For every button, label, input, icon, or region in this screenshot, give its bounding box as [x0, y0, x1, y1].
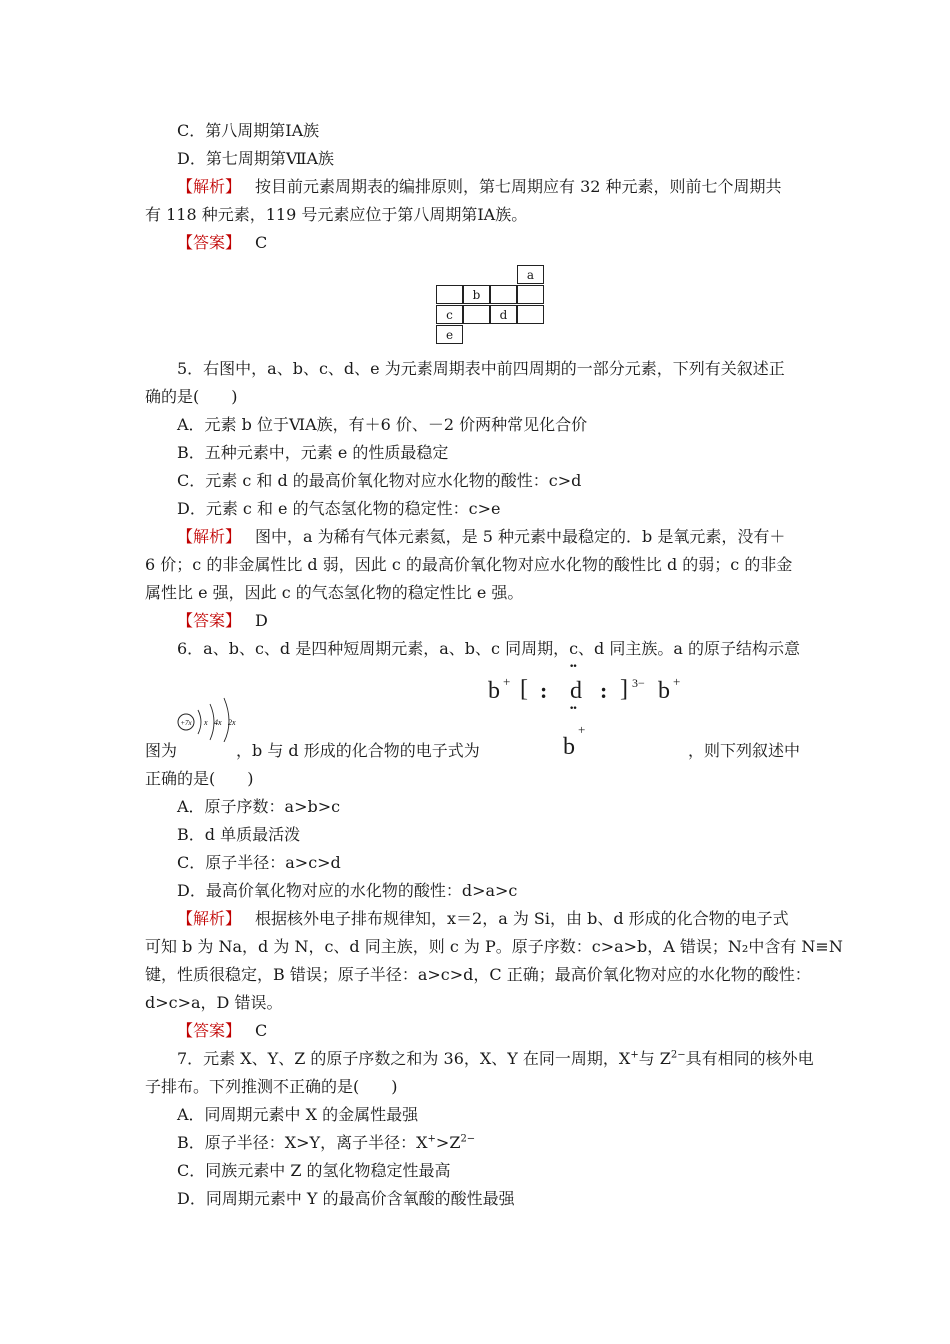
answer-tag: 【答案】	[177, 1021, 242, 1040]
stem-text: 具有相同的核外电	[685, 1049, 814, 1068]
q6-option-a: A．原子序数：a>b>c	[177, 797, 341, 816]
q6-option-d: D．最高价氧化物对应的水化物的酸性：d>a>c	[177, 881, 518, 900]
cation-charge-left: +	[503, 674, 511, 689]
cation-b-right: b	[658, 678, 670, 704]
q4-answer-line	[177, 232, 267, 254]
q5-option-c: C．元素 c 和 d 的最高价氧化物对应水化物的酸性：c>d	[177, 471, 582, 490]
bracket-left: [	[520, 676, 528, 702]
q4-option-c: C．第八周期第ⅠA族	[177, 121, 320, 140]
q6-stem-line-2c: ，则下列叙述中	[688, 741, 801, 760]
table-cell-c: c	[436, 305, 463, 324]
stem-text: 7．元素 X、Y、Z 的原子序数之和为 36，X、Y 在同一周期，X	[177, 1049, 631, 1068]
q5-stem-line-1: 5．右图中，a、b、c、d、e 为元素周期表中前四周期的一部分元素，下列有关叙述正	[177, 359, 785, 378]
answer-tag: 【答案】	[177, 611, 242, 630]
q5-option-b: B．五种元素中，元素 e 的性质最稳定	[177, 443, 449, 462]
answer-value: C	[255, 233, 268, 252]
shell-1-count: x	[204, 718, 208, 727]
option-text: >Z	[435, 1133, 461, 1152]
q5-analysis-line-2: 6 价；c 的非金属性比 d 弱，因此 c 的最高价氧化物对应水化物的酸性比 d 的弱；c 的非金	[145, 555, 793, 574]
analysis-tag: 【解析】	[177, 527, 242, 546]
answer-tag: 【答案】	[177, 233, 242, 252]
analysis-tag: 【解析】	[177, 909, 242, 928]
lone-pair-bottom: ··	[569, 700, 576, 717]
analysis-text: 图中，a 为稀有气体元素氦，是 5 种元素中最稳定的．b 是氧元素，没有＋	[255, 527, 786, 546]
lone-pair-right: :	[600, 678, 608, 703]
q7-option-a: A．同周期元素中 X 的金属性最强	[177, 1105, 419, 1124]
q6-analysis-line-1	[177, 908, 789, 930]
q5-option-d: D．元素 c 和 e 的气态氢化物的稳定性：c>e	[177, 499, 501, 518]
q5-option-a: A．元素 b 位于ⅥA族，有＋6 价、－2 价两种常见化合价	[177, 415, 588, 434]
q5-analysis-line-1	[177, 526, 785, 548]
ion-charge: 2−	[670, 1049, 686, 1061]
q5-stem-line-2: 确的是( )	[145, 387, 238, 406]
answer-value: C	[255, 1021, 268, 1040]
q6-stem-line-2a: 图为	[145, 741, 178, 760]
cation-b-left: b	[488, 678, 500, 704]
analysis-text: 按目前元素周期表的编排原则，第七周期应有 32 种元素，则前七个周期共	[255, 177, 782, 196]
q6-answer-line	[177, 1020, 267, 1042]
ion-charge: 2−	[460, 1133, 476, 1145]
q7-option-b	[177, 1132, 475, 1154]
nucleus-charge: +7x	[180, 719, 192, 727]
q6-analysis-line-4: d>c>a，D 错误。	[145, 993, 283, 1012]
table-cell-d: d	[490, 305, 517, 324]
shell-3-count: 2x	[228, 718, 236, 727]
periodic-table-fragment	[436, 265, 548, 347]
bracket-right: ]	[620, 676, 628, 702]
q5-answer-line	[177, 610, 268, 632]
table-cell	[517, 285, 544, 304]
table-cell	[517, 305, 544, 324]
lone-pair-top: ··	[569, 658, 576, 675]
cation-b-bottom: b	[563, 734, 575, 760]
q6-option-c: C．原子半径：a>c>d	[177, 853, 341, 872]
lone-pair-left: :	[540, 678, 548, 703]
q6-stem-line-1: 6．a、b、c、d 是四种短周期元素，a、b、c 同周期，c、d 同主族。a 的原子结构示意	[177, 639, 800, 658]
q5-analysis-line-3: 属性比 e 强，因此 c 的气态氢化物的稳定性比 e 强。	[145, 583, 524, 602]
table-cell	[490, 285, 517, 304]
analysis-tag: 【解析】	[177, 177, 242, 196]
q4-analysis-line-2: 有 118 种元素，119 号元素应位于第八周期第ⅠA族。	[145, 205, 528, 224]
table-cell-e: e	[436, 325, 463, 344]
ion-charge: +	[630, 1049, 639, 1061]
cation-charge-right: +	[673, 674, 681, 689]
anion-d: d	[570, 678, 582, 704]
q6-analysis-line-3: 键，性质很稳定，B 错误；原子半径：a>c>d，C 正确；最高价氧化物对应的水化物的酸性：	[145, 965, 811, 984]
analysis-text: 根据核外电子排布规律知，x＝2，a 为 Si，由 b、d 形成的化合物的电子式	[255, 909, 789, 928]
shell-arc	[198, 710, 201, 734]
table-cell-a: a	[517, 265, 544, 284]
q6-option-b: B．d 单质最活泼	[177, 825, 301, 844]
answer-value: D	[255, 611, 268, 630]
table-cell-b: b	[463, 285, 490, 304]
q7-option-d: D．同周期元素中 Y 的最高价含氧酸的酸性最强	[177, 1189, 515, 1208]
q7-stem-line-1	[177, 1048, 814, 1070]
stem-text: 与 Z	[638, 1049, 671, 1068]
atom-structure-diagram	[172, 690, 242, 742]
table-cell	[436, 285, 463, 304]
q6-stem-line-2b: ，b 与 d 形成的化合物的电子式为	[236, 741, 480, 760]
q6-stem-line-3: 正确的是( )	[145, 769, 254, 788]
q6-analysis-line-2: 可知 b 为 Na，d 为 N，c、d 同主族，则 c 为 P。原子序数：c>a>b，A 错误；N₂中含有 N≡N	[145, 937, 843, 956]
table-cell	[463, 305, 490, 324]
q4-option-d: D．第七周期第ⅦA族	[177, 149, 335, 168]
q4-analysis-line-1	[177, 176, 782, 198]
option-text: B．原子半径：X>Y，离子半径：X	[177, 1133, 428, 1152]
q7-option-c: C．同族元素中 Z 的氢化物稳定性最高	[177, 1161, 451, 1180]
q7-stem-line-2: 子排布。下列推测不正确的是( )	[145, 1077, 398, 1096]
cation-charge-bottom: +	[578, 722, 586, 737]
shell-2-count: 4x	[214, 718, 222, 727]
anion-charge: 3−	[632, 676, 645, 690]
ion-charge: +	[427, 1133, 436, 1145]
